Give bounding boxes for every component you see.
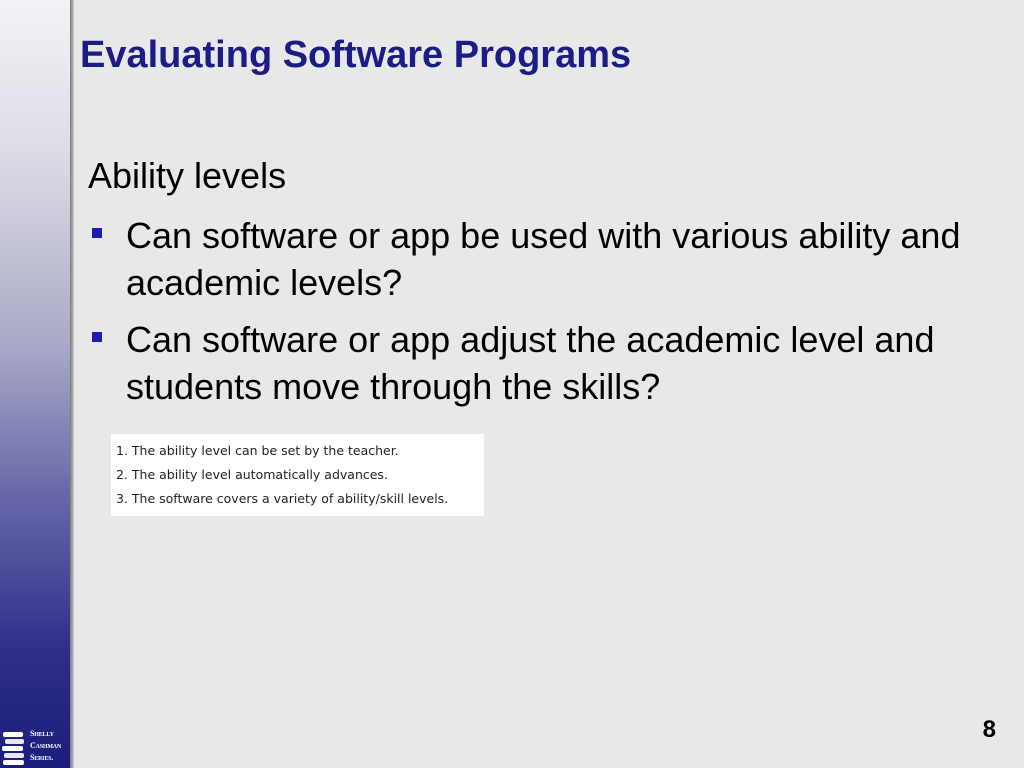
books-stack-icon (2, 730, 26, 766)
publisher-logo (2, 726, 68, 766)
bullet-list (88, 212, 988, 420)
page-number: 8 (982, 716, 996, 743)
square-bullet-icon (92, 332, 102, 342)
bullet-text: Can software or app be used with various ability and academic levels? (126, 215, 961, 303)
bullet-text: Can software or app adjust the academic level and students move through the skills? (126, 319, 935, 407)
logo-line-1: Shelly (30, 729, 54, 738)
logo-line-3: Series. (30, 753, 54, 762)
criteria-item: 3. The software covers a variety of ability/skill levels. (116, 491, 449, 506)
bullet-item (88, 212, 988, 306)
sidebar-gradient-bar (0, 0, 70, 768)
criteria-item: 2. The ability level automatically advances. (116, 467, 388, 482)
section-heading: Ability levels (88, 155, 287, 196)
publisher-logo-text (30, 728, 70, 764)
slide-title: Evaluating Software Programs (80, 34, 632, 76)
criteria-inset-image (111, 434, 484, 516)
sidebar-divider (70, 0, 74, 768)
criteria-item: 1. The ability level can be set by the teacher. (116, 443, 399, 458)
logo-line-2: Cashman (30, 741, 62, 750)
bullet-item (88, 316, 988, 410)
square-bullet-icon (92, 228, 102, 238)
